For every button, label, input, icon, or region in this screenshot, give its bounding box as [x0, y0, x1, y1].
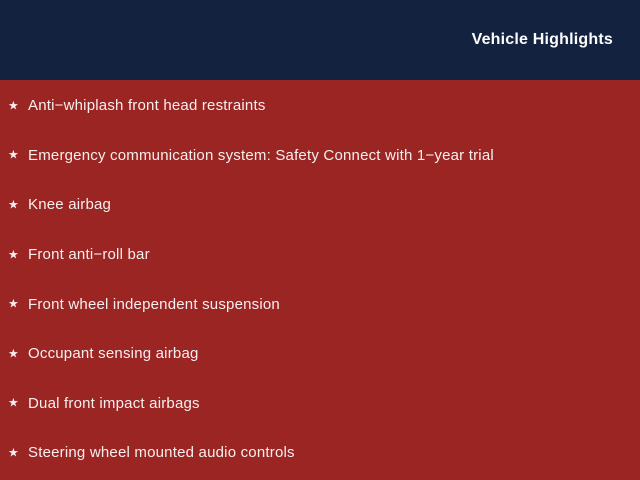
highlight-text: Emergency communication system: Safety Connect with 1−year trial — [28, 146, 494, 164]
list-item — [8, 329, 630, 379]
page-title: Vehicle Highlights — [471, 31, 613, 48]
star-icon: ★ — [8, 98, 19, 113]
highlight-text: Occupant sensing airbag — [28, 345, 199, 363]
list-item — [8, 379, 630, 429]
highlight-text: Steering wheel mounted audio controls — [28, 444, 295, 462]
star-icon: ★ — [8, 147, 19, 162]
highlight-text: Knee airbag — [28, 196, 112, 214]
highlight-text: Anti−whiplash front head restraints — [28, 97, 266, 115]
list-item — [8, 230, 630, 280]
list-item — [8, 428, 630, 478]
star-icon: ★ — [8, 445, 19, 460]
star-icon: ★ — [8, 346, 19, 361]
list-item — [8, 81, 630, 131]
star-icon: ★ — [8, 247, 19, 262]
highlight-text: Front anti−roll bar — [28, 246, 150, 264]
star-icon: ★ — [8, 296, 19, 311]
header — [0, 0, 640, 80]
highlight-text: Front wheel independent suspension — [28, 295, 280, 313]
highlight-text: Dual front impact airbags — [28, 394, 200, 412]
star-icon: ★ — [8, 395, 19, 410]
list-item — [8, 131, 630, 181]
list-item — [8, 279, 630, 329]
star-icon: ★ — [8, 197, 19, 212]
list-item — [8, 180, 630, 230]
highlights-section — [0, 80, 640, 480]
highlights-list — [0, 80, 640, 478]
